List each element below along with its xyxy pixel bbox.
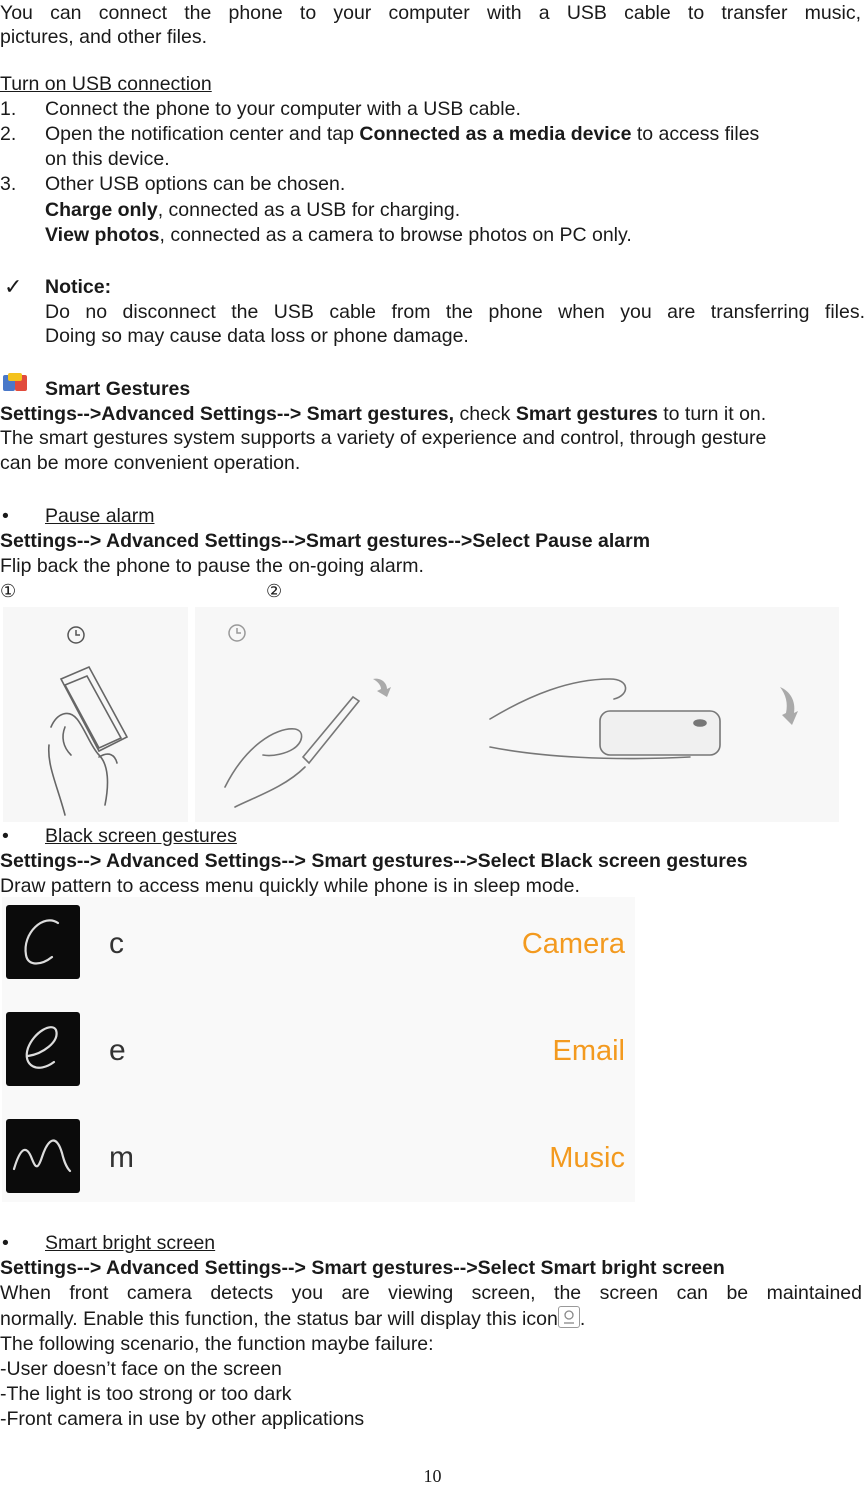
smart-bright-desc-1: When front camera detects you are viewing screen, the screen can be maintained: [0, 1282, 862, 1304]
smart-bright-path: Settings--> Advanced Settings--> Smart gestures-->Select Smart bright screen: [0, 1257, 725, 1279]
gesture-action[interactable]: Camera: [521, 928, 625, 960]
notice-line-1: Do no disconnect the USB cable from the phone when you are transferring files.: [45, 301, 865, 323]
alarm-clock-icon: [229, 625, 245, 641]
step-number: 2.: [0, 123, 17, 145]
smart-bright-fail-2: -The light is too strong or too dark: [0, 1383, 292, 1405]
notice-line-2: Doing so may cause data loss or phone damage.: [45, 325, 469, 347]
smart-gestures-desc-2: can be more convenient operation.: [0, 452, 301, 474]
smart-bright-fail-intro: The following scenario, the function maybe failure:: [0, 1333, 434, 1355]
gesture-c-icon: [6, 905, 80, 979]
gesture-list: [2, 897, 635, 1202]
alarm-clock-icon: [68, 627, 84, 643]
usb-heading: Turn on USB connection: [0, 73, 212, 95]
pause-alarm-desc: Flip back the phone to pause the on-going alarm.: [0, 555, 424, 577]
smart-gestures-path: Settings-->Advanced Settings--> Smart gestures, check Smart gestures to turn it on.: [0, 403, 767, 425]
pause-alarm-illustration-2: [195, 607, 839, 822]
step-marker-2: ②: [266, 581, 283, 602]
page-number: 10: [423, 1466, 442, 1486]
bold-term: Connected as a media device: [359, 123, 632, 145]
usb-option-photos: View photos, connected as a camera to browse photos on PC only.: [45, 224, 632, 246]
bullet: •: [2, 505, 9, 527]
step-text: Connect the phone to your computer with a USB cable.: [45, 98, 521, 120]
intro-line-2: pictures, and other files.: [0, 26, 208, 48]
black-screen-heading: Black screen gestures: [45, 825, 237, 847]
step-number: 3.: [0, 173, 17, 195]
gesture-m-icon: [6, 1119, 80, 1193]
smart-bright-fail-3: -Front camera in use by other applications: [0, 1408, 365, 1430]
black-screen-path: Settings--> Advanced Settings--> Smart gestures-->Select Black screen gestures: [0, 850, 748, 872]
pause-alarm-path: Settings--> Advanced Settings-->Smart gestures-->Select Pause alarm: [0, 530, 651, 552]
bullet: •: [2, 825, 9, 847]
usb-step-2-cont: on this device.: [45, 148, 170, 170]
pause-alarm-heading: Pause alarm: [45, 505, 155, 527]
gesture-letter: c: [109, 927, 124, 960]
smart-bright-fail-1: -User doesn’t face on the screen: [0, 1358, 282, 1380]
smart-gestures-desc-1: The smart gestures system supports a variety of experience and control, through gesture: [0, 427, 767, 449]
intro-line-1: You can connect the phone to your computer with a USB cable to transfer music,: [0, 2, 861, 24]
step-text: Open the notification center and tap Connected as a media device to access files: [45, 123, 760, 145]
step-marker-1: ①: [0, 581, 17, 602]
gesture-letter: m: [109, 1141, 134, 1174]
arrow-icon: [373, 679, 798, 725]
smart-bright-heading: Smart bright screen: [45, 1232, 216, 1254]
checkmark-icon: ✓: [4, 274, 23, 299]
notice-title: Notice:: [45, 276, 112, 298]
smart-gestures-heading: Smart Gestures: [45, 378, 191, 400]
gesture-action[interactable]: Music: [549, 1142, 625, 1174]
smart-gestures-icon: [2, 372, 28, 394]
gesture-action[interactable]: Email: [552, 1035, 625, 1067]
black-screen-desc: Draw pattern to access menu quickly while phone is in sleep mode.: [0, 875, 580, 897]
usb-option-charge: Charge only, connected as a USB for charging.: [45, 199, 461, 221]
eye-status-icon: [558, 1306, 580, 1328]
pause-alarm-illustration-1: [3, 607, 188, 822]
bullet: •: [2, 1232, 9, 1254]
gesture-e-icon: [6, 1012, 80, 1086]
smart-bright-desc-2: normally. Enable this function, the status bar will display this icon .: [0, 1308, 586, 1330]
step-number: 1.: [0, 98, 17, 120]
step-text: Other USB options can be chosen.: [45, 173, 346, 195]
gesture-letter: e: [109, 1034, 126, 1067]
